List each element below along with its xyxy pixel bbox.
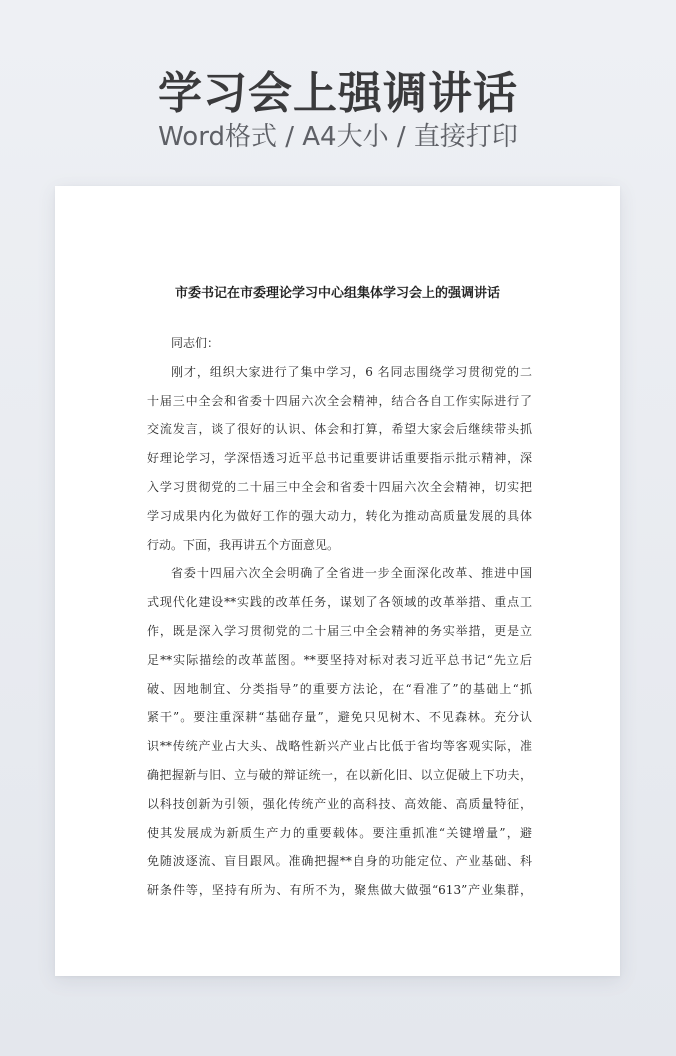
header-banner	[0, 0, 676, 186]
text-line: 交流发言，谈了很好的认识、体会和打算，希望大家会后继续带头抓	[147, 422, 532, 437]
text-line: 学习成果内化为做好工作的强大动力，转化为推动高质量发展的具体	[147, 508, 532, 523]
text-line: 识**传统产业占大头、战略性新兴产业占比低于省均等客观实际，准	[147, 739, 532, 754]
text-line: 好理论学习，学深悟透习近平总书记重要讲话重要指示批示精神，深	[147, 451, 532, 466]
text-line: 省委十四届六次全会明确了全省进一步全面深化改革、推进中国	[171, 566, 532, 581]
text-line: 使其发展成为新质生产力的重要载体。要注重抓准“关键增量”，避	[147, 825, 532, 840]
text-line: 确把握新与旧、立与破的辩证统一，在以新化旧、以立促破上下功夫，	[147, 767, 532, 782]
text-line: 足**实际描绘的改革蓝图。**要坚持对标对表习近平总书记“先立后	[147, 652, 532, 667]
text-line: 免随波逐流、盲目跟风。准确把握**自身的功能定位、产业基础、科	[147, 854, 532, 869]
banner-title: 学习会上强调讲话	[158, 68, 518, 119]
text-line: 紧干”。要注重深耕“基础存量”，避免只见树木、不见森林。充分认	[147, 710, 532, 725]
text-line: 十届三中全会和省委十四届六次全会精神，结合各自工作实际进行了	[147, 393, 532, 408]
text-line: 行动。下面，我再讲五个方面意见。	[147, 537, 340, 552]
text-line: 作，既是深入学习贯彻党的二十届三中全会精神的务实举措，更是立	[147, 623, 532, 638]
salutation: 同志们：	[171, 336, 220, 350]
banner-subtitle: Word格式 / A4大小 / 直接打印	[158, 122, 518, 152]
text-line: 式现代化建设**实践的改革任务，谋划了各领域的改革举措、重点工	[147, 595, 532, 610]
text-line: 破、因地制宜、分类指导”的重要方法论，在“看准了”的基础上“抓	[147, 681, 532, 696]
document-body	[147, 329, 532, 905]
text-line: 以科技创新为引领，强化传统产业的高科技、高效能、高质量特征，	[147, 796, 532, 811]
text-line: 研条件等，坚持有所为、有所不为，聚焦做大做强“613”产业集群，	[147, 883, 532, 898]
document-page	[55, 186, 620, 976]
text-line: 刚才，组织大家进行了集中学习，6 名同志围绕学习贯彻党的二	[171, 364, 532, 379]
document-title: 市委书记在市委理论学习中心组集体学习会上的强调讲话	[174, 286, 500, 301]
text-line: 入学习贯彻党的二十届三中全会和省委十四届六次全会精神，切实把	[147, 479, 532, 494]
